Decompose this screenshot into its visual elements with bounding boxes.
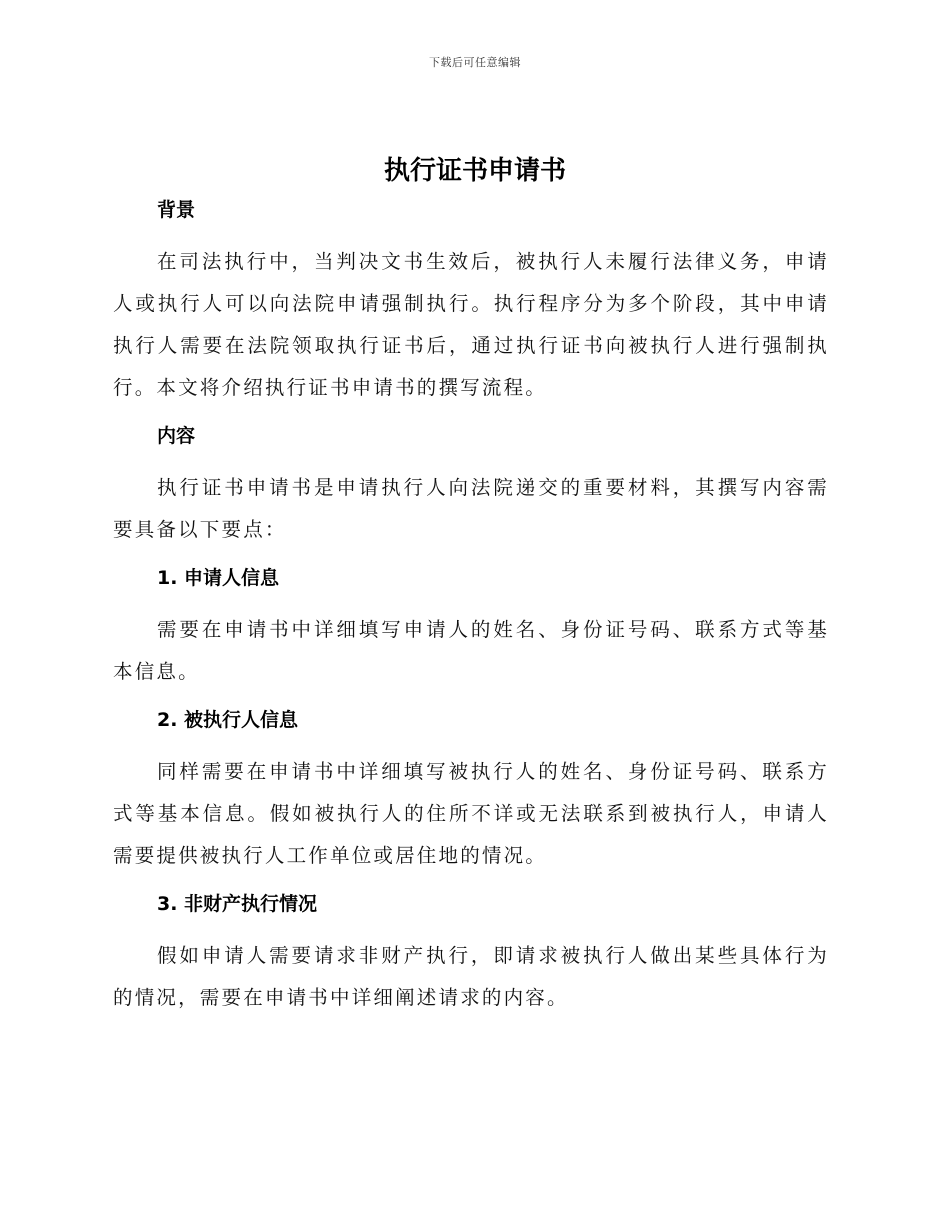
- section-paragraph: 执行证书申请书是申请执行人向法院递交的重要材料，其撰写内容需要具备以下要点：: [113, 476, 829, 541]
- section-paragraph: 在司法执行中，当判决文书生效后，被执行人未履行法律义务，申请人或执行人可以向法院申请强制执行。执行程序分为多个阶段，其中申请执行人需要在法院领取执行证书后，通过执行证书向被执行人进行强制执行。本文将介绍执行证书申请书的撰写流程。: [113, 250, 829, 399]
- section-heading: 1. 申请人信息: [157, 567, 280, 589]
- section-paragraph: 假如申请人需要请求非财产执行，即请求被执行人做出某些具体行为的情况，需要在申请书中详细阐述请求的内容。: [113, 944, 829, 1009]
- header-note: 下载后可任意编辑: [429, 56, 521, 69]
- section-heading: 3. 非财产执行情况: [157, 893, 318, 915]
- document-body: [113, 193, 829, 1019]
- section-heading: 背景: [157, 199, 196, 221]
- section-respondent-info: [113, 703, 829, 887]
- section-paragraph: 同样需要在申请书中详细填写被执行人的姓名、身份证号码、联系方式等基本信息。假如被执行人的住所不详或无法联系到被执行人，申请人需要提供被执行人工作单位或居住地的情况。: [113, 760, 829, 867]
- section-applicant-info: [113, 561, 829, 703]
- section-heading: 内容: [157, 425, 196, 447]
- document-title: 执行证书申请书: [383, 156, 566, 186]
- section-heading: 2. 被执行人信息: [157, 709, 299, 731]
- section-non-property-execution: [113, 887, 829, 1019]
- section-content: [113, 419, 829, 561]
- section-background: [113, 193, 829, 419]
- section-paragraph: 需要在申请书中详细填写申请人的姓名、身份证号码、联系方式等基本信息。: [113, 618, 829, 683]
